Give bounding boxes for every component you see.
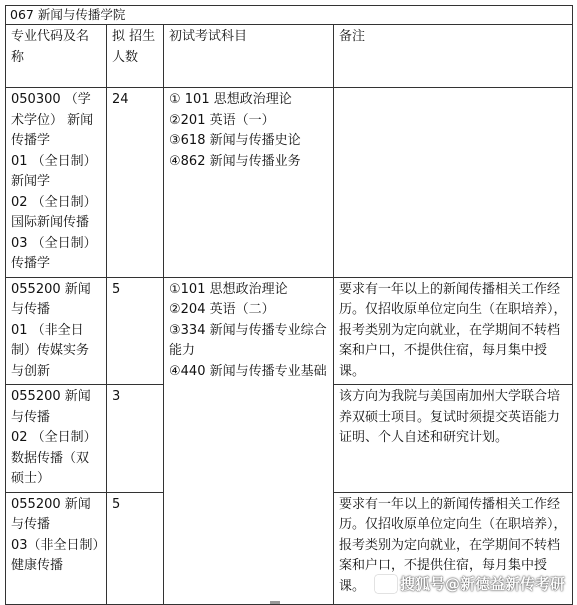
row-exam: ①101 思想政治理论 ②204 英语（二） ③334 新闻与传播专业综合能力 ④440 新闻与传播专业基础	[164, 277, 334, 604]
row-remark: 该方向为我院与美国南加州大学联合培养双硕士项目。复试时须提交英语能力证明、个人自述和研究计划。	[334, 385, 573, 493]
admission-table	[5, 5, 573, 605]
row-quota: 24	[107, 88, 164, 278]
row-code: 055200 新闻与传播 03（非全日制）健康传播	[6, 492, 107, 604]
school-title: 067 新闻与传播学院	[6, 6, 573, 25]
watermark	[375, 573, 565, 594]
row-remark: 要求有一年以上的新闻传播相关工作经历。仅招收原单位定向生（在职培养），报考类别为定向就业，在学期间不转档案和户口，不提供住宿，每月集中授课。	[334, 492, 573, 604]
header-remark: 备注	[334, 25, 573, 88]
row-quota: 5	[107, 277, 164, 385]
row-quota: 5	[107, 492, 164, 604]
table-row	[6, 277, 573, 385]
header-row	[6, 25, 573, 88]
watermark-text: 搜狐号@新德益新传考研	[399, 575, 565, 593]
row-remark	[334, 88, 573, 278]
header-exam: 初试考试科目	[164, 25, 334, 88]
row-code: 050300 （学术学位） 新闻传播学 01 （全日制）新闻学 02 （全日制）国际新闻传播 03 （全日制）传播学	[6, 88, 107, 278]
table-row	[6, 88, 573, 278]
header-quota: 拟 招生 人数	[107, 25, 164, 88]
row-quota: 3	[107, 385, 164, 493]
row-code: 055200 新闻与传播 02 （全日制）数据传播（双硕士）	[6, 385, 107, 493]
row-remark: 要求有一年以上的新闻传播相关工作经历。仅招收原单位定向生（在职培养），报考类别为定向就业，在学期间不转档案和户口，不提供住宿，每月集中授课。	[334, 277, 573, 385]
header-code: 专业代码及名称	[6, 25, 107, 88]
sohu-logo-icon	[375, 575, 397, 593]
title-row	[6, 6, 573, 25]
row-exam: ① 101 思想政治理论 ②201 英语（一） ③618 新闻与传播史论 ④862 新闻与传播业务	[164, 88, 334, 278]
row-code: 055200 新闻与传播 01 （非全日制）传媒实务与创新	[6, 277, 107, 385]
